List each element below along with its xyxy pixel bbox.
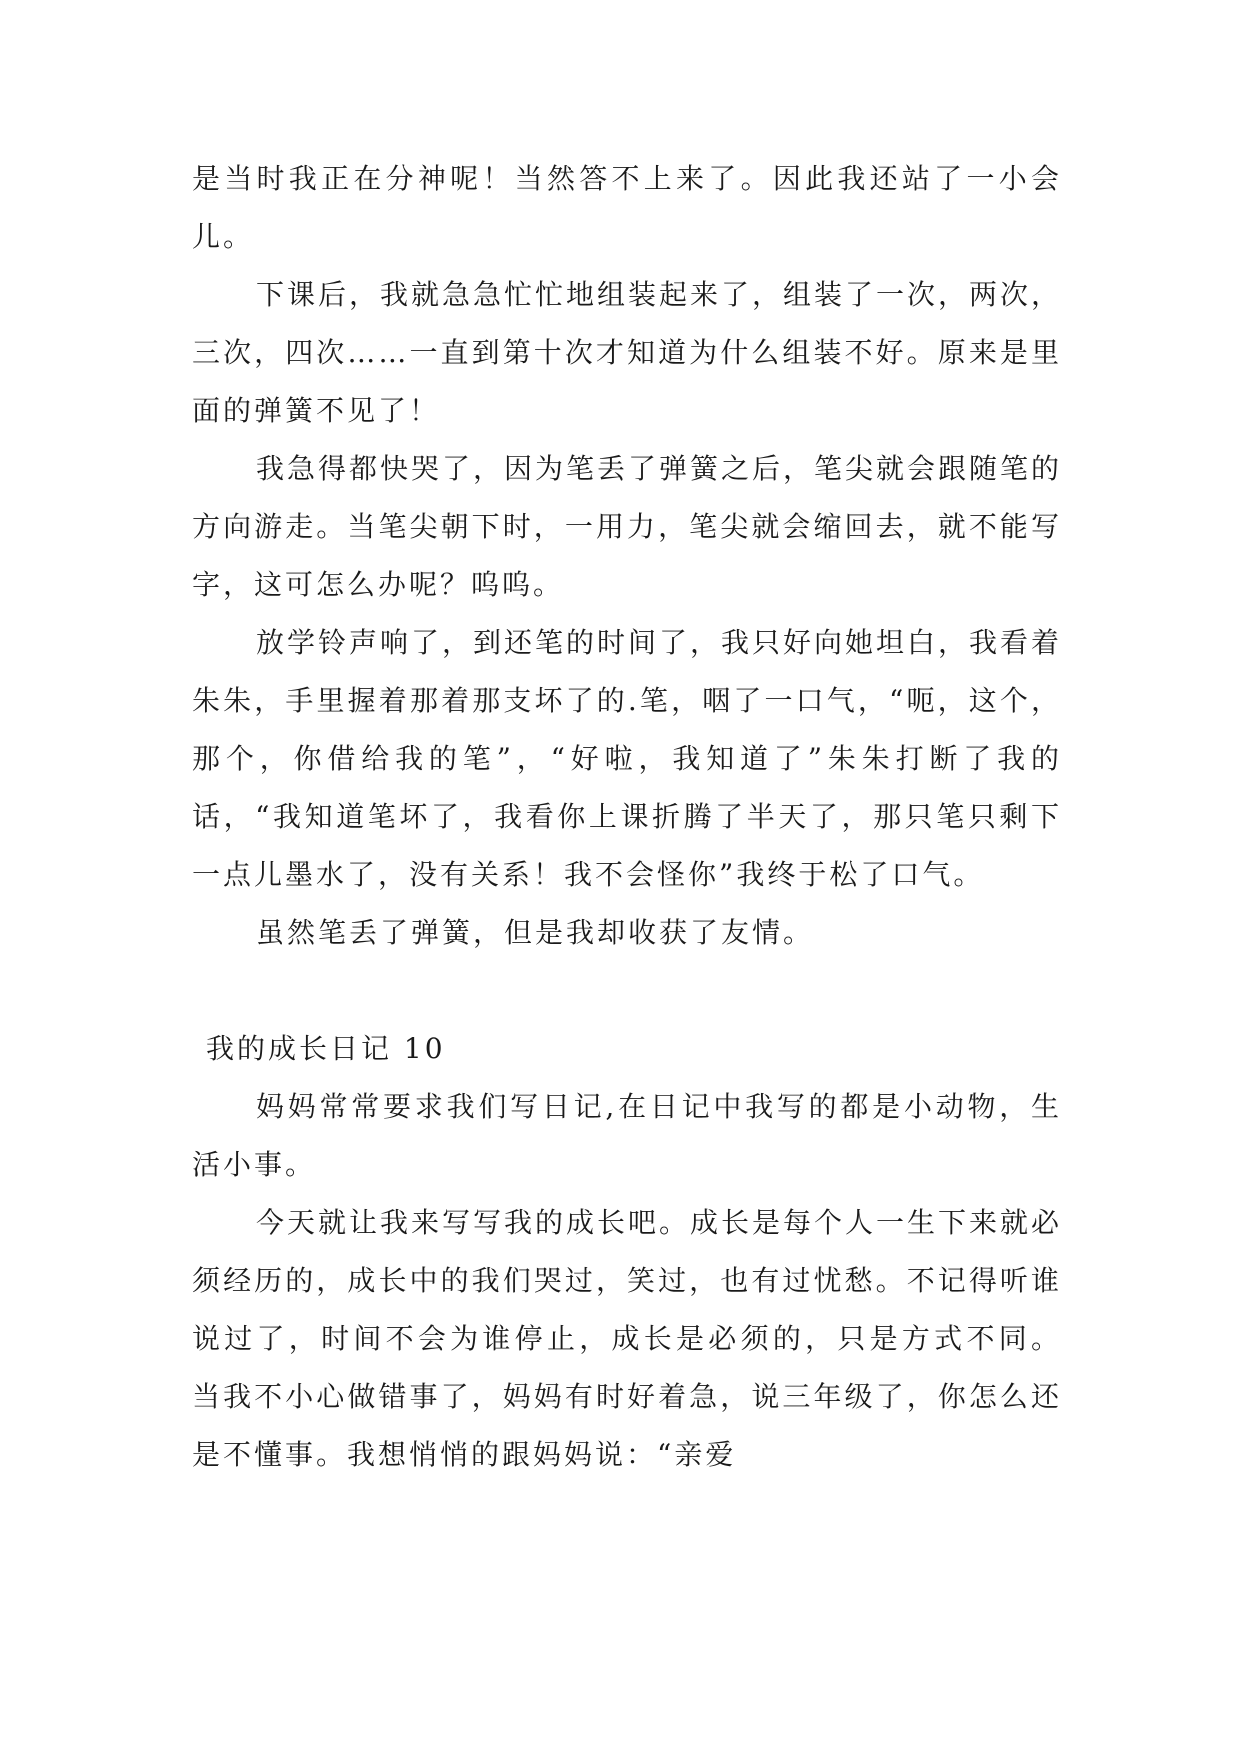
paragraph-returning-pen: 放学铃声响了，到还笔的时间了，我只好向她坦白，我看着朱朱，手里握着那着那支坏了的.笔，咽了一口气，“呃，这个，那个，你借给我的笔”，“好啦，我知道了”朱朱打断了我的话，“我知道笔坏了，我看你上课折腾了半天了，那只笔只剩下一点儿墨水了，没有关系！我不会怪你”我终于松了口气。 <box>192 626 1063 891</box>
paragraph-growing-up: 今天就让我来写写我的成长吧。成长是每个人一生下来就必须经历的，成长中的我们哭过，笑过，也有过忧愁。不记得听谁说过了，时间不会为谁停止，成长是必须的，只是方式不同。 当我不小心做错事了，妈妈有时好着急，说三年级了，你怎么还是不懂事。我想悄悄的跟妈妈说：“亲爱 <box>192 1206 1063 1471</box>
paragraph-friendship: 虽然笔丢了弹簧，但是我却收获了友情。 <box>256 916 815 949</box>
section-title: 我的成长日记 10 <box>206 1032 446 1065</box>
paragraph-continued: 是当时我正在分神呢！当然答不上来了。因此我还站了一小会儿。 <box>192 162 1062 253</box>
paragraph-assembling-pen: 下课后，我就急急忙忙地组装起来了，组装了一次，两次，三次，四次……一直到第十次才知道为什么组装不好。原来是里面的弹簧不见了！ <box>192 278 1063 427</box>
paragraph-worried: 我急得都快哭了，因为笔丢了弹簧之后，笔尖就会跟随笔的方向游走。当笔尖朝下时，一用力，笔尖就会缩回去，就不能写字，这可怎么办呢？呜呜。 <box>192 452 1063 601</box>
document-body <box>192 150 1062 1484</box>
section-spacer <box>192 962 1062 1020</box>
paragraph-diary-intro: 妈妈常常要求我们写日记,在日记中我写的都是小动物，生活小事。 <box>192 1090 1062 1181</box>
